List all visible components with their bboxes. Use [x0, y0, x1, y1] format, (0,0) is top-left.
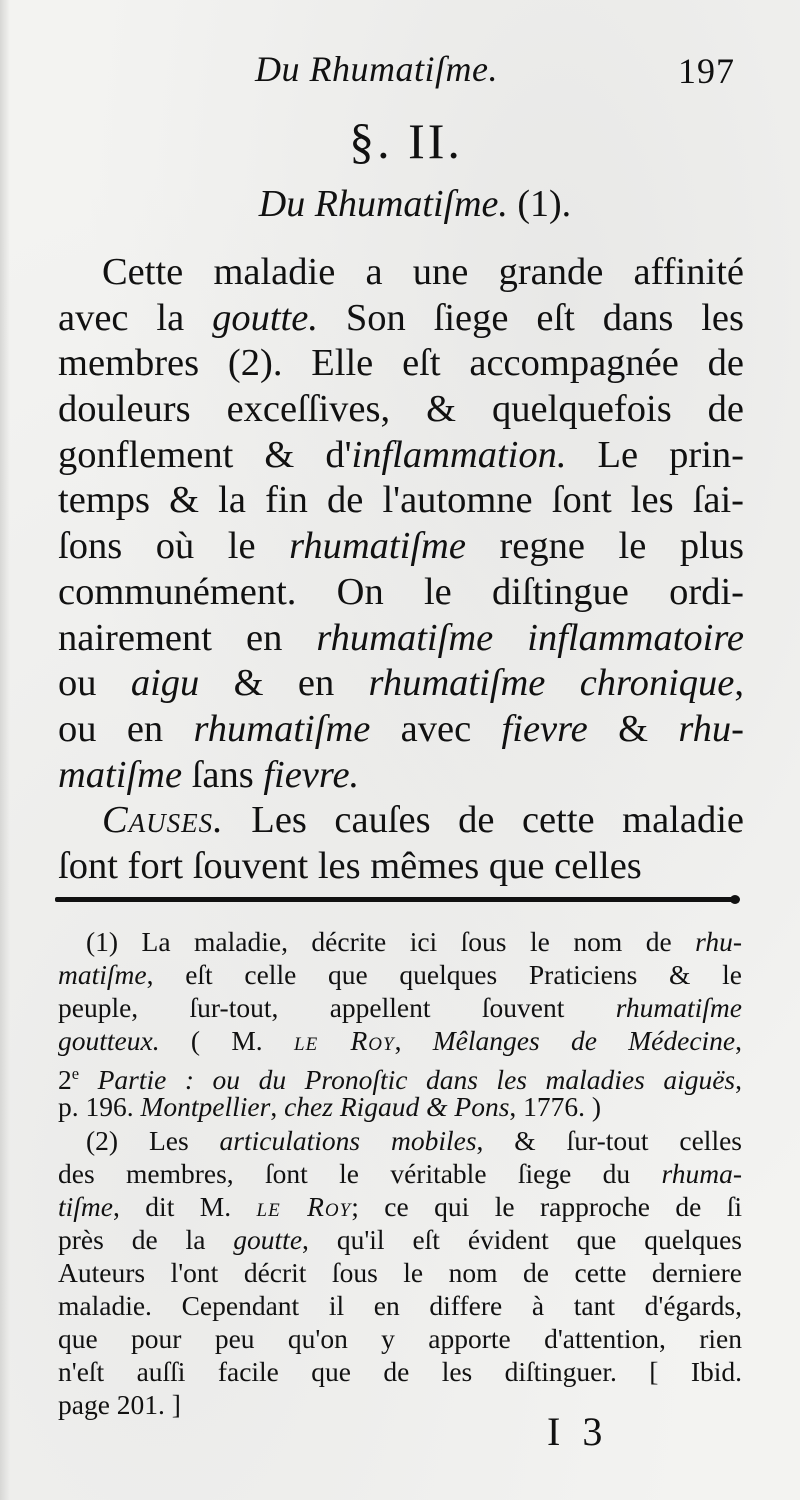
footnote-line-2: matiſme, eſt celle que quelques Praticiens & le [58, 959, 742, 991]
italic-text: Montpellier [140, 1091, 271, 1123]
italic-text: Partie : ou du Pronoſtic dans les maladies aiguës [97, 1064, 736, 1096]
footnote-rule-end [730, 895, 740, 904]
italic-text: goutte [233, 1223, 303, 1255]
footnote-line-13: que pour peu qu'on y apporte d'attention, rien [58, 1323, 742, 1355]
body-line-7: ſons où le rhumatiſme regne le plus [58, 525, 744, 568]
footnote-line-11: Auteurs l'ont décrit ſous le nom de cette derniere [58, 1256, 742, 1288]
italic-text: goutte. [212, 296, 318, 339]
small-caps-text: le Roy [294, 1025, 395, 1057]
running-head [0, 48, 800, 98]
body-line-5: gonflement & d'inflammation. Le prin- [58, 433, 744, 476]
footnote-line-7: (2) Les articulations mobiles, & ſur-tout celles [86, 1124, 742, 1156]
italic-text: tiſme [58, 1190, 113, 1222]
body-text [58, 250, 744, 890]
italic-text: aigu [130, 662, 200, 705]
small-caps-text: Causes. [102, 799, 224, 842]
footnote-rule [55, 897, 738, 902]
italic-text: rhu- [678, 707, 744, 750]
italic-text: rhumatiſme [615, 992, 742, 1024]
superscript-text: e [71, 1064, 80, 1084]
italic-text: articulations mobiles [219, 1124, 477, 1156]
page-number: 197 [678, 51, 735, 91]
body-line-9: nairement en rhumatiſme inflammatoire [58, 616, 745, 659]
running-title: Du Rhumatiſme. [255, 49, 498, 89]
footnote-line-5: 2e Partie : ou du Pronoſtic dans les maladies aiguës, [58, 1064, 742, 1096]
section-title [0, 182, 800, 226]
section-number: §. II. [349, 113, 463, 169]
italic-text: fievre [501, 707, 588, 750]
footnote-line-15: page 201. ] [58, 1389, 181, 1421]
italic-text: rhumatiſme inflammatoire [316, 616, 745, 659]
section-title-note-ref: (1). [517, 183, 572, 225]
italic-text: Mêlanges de Médecine [432, 1025, 736, 1057]
body-line-1: Cette maladie a une grande affinité [102, 251, 744, 293]
body-line-11: ou en rhumatiſme avec fievre & rhu- [58, 707, 744, 750]
italic-text: chez Rigaud & Pons [284, 1091, 510, 1123]
body-line-14: ſont fort ſouvent les mêmes que celles [58, 844, 642, 887]
italic-text: rhumatiſme [193, 707, 371, 750]
footnote-line-9: tiſme, dit M. le Roy; ce qui le rapproche de ſi [58, 1190, 742, 1222]
body-line-3: membres (2). Elle eſt accompagnée de [58, 342, 744, 385]
italic-text: rhumatiſme chronique [368, 662, 735, 705]
signature-mark: I 3 [547, 1409, 609, 1454]
italic-text: matiſme [58, 959, 147, 991]
body-line-8: communément. On le diſtingue ordi- [58, 570, 744, 613]
footnote-line-8: des membres, ſont le véritable ſiege du rhuma- [58, 1157, 742, 1189]
italic-text: inflammation. [351, 433, 567, 476]
body-line-2: avec la goutte. Son ſiege eſt dans les [58, 296, 744, 339]
body-line-4: douleurs exceſſives, & quelquefois de [58, 388, 744, 431]
footnote-line-10: près de la goutte, qu'il eſt évident que quelques [58, 1223, 742, 1255]
italic-text: rhuma- [661, 1157, 742, 1189]
footnote-line-6: p. 196. Montpellier, chez Rigaud & Pons, 1776. ) [58, 1091, 602, 1123]
footnote-line-12: maladie. Cependant il en differe à tant d'égards, [58, 1290, 742, 1322]
footnote-line-14: n'eſt auſſi facile que de les diſtinguer. [ Ibid. [58, 1356, 742, 1388]
footnote-line-4: goutteux. ( M. le Roy, Mêlanges de Médecine, [58, 1025, 742, 1057]
body-line-12: matiſme ſans fievre. [58, 753, 360, 796]
italic-text: rhumatiſme [289, 525, 466, 568]
body-line-10: ou aigu & en rhumatiſme chronique, [58, 662, 744, 705]
small-caps-text: le Roy [256, 1190, 352, 1222]
italic-text: matiſme [58, 753, 183, 796]
footnote-line-1: (1) La maladie, décrite ici ſous le nom de rhu- [86, 926, 742, 957]
body-line-13: Causes. Les cauſes de cette maladie [102, 799, 744, 842]
italic-text: rhu- [695, 926, 742, 957]
section-title-text: Du Rhumatiſme. [258, 183, 508, 225]
body-line-6: temps & la fin de l'automne ſont les ſai- [58, 479, 744, 522]
footnote-line-3: peuple, ſur-tout, appellent ſouvent rhumatiſme [58, 992, 742, 1024]
italic-text: goutteux. [58, 1025, 160, 1057]
footnotes [58, 925, 742, 1421]
italic-text: fievre. [263, 753, 360, 796]
